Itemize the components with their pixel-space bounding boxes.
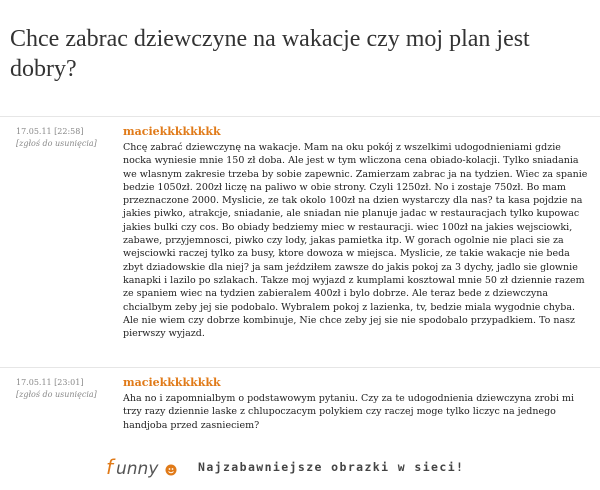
funny-logo-icon	[104, 450, 184, 484]
comment-thread	[0, 116, 600, 444]
page-title: Chce zabrac dziewczyne na wakacje czy moj plan jest dobry?	[10, 26, 530, 82]
report-link[interactable]: [zgłoś do usunięcia]	[16, 139, 97, 148]
post-date: 17.05.11 [22:58]	[16, 127, 84, 136]
post-meta	[16, 126, 116, 150]
comment-post	[0, 116, 600, 367]
post-author[interactable]: maciekkkkkkkk	[123, 376, 221, 389]
post-body: Chcę zabrać dziewczynę na wakacje. Mam na oku pokój z wszelkimi udogodnieniami gdzie nocka wyniesie mnie 150 zł doba. Ale jest w tym wliczona cena obiado-kolacji. Tylko sniadania we wlasnym zakresie trzeba by sobie zapewnic. Zamierzam zabrac ja na tydzien. Wiec za spanie bedzie 1050zł. 200zł liczę na paliwo w obie strony. Czyli 1250zł. No i zostaje 750zł. Bo mam przeznaczone 2000. Myslicie, ze tak okolo 100zł na dzien wystarczy dla nas? ta kasa pojdzie na jakies piwko, atrakcje, sniadanie, ale sniadan nie planuje jadac w restauracjach tylko kupowac jakies bulki czy cos. Bo obiady bedziemy miec w restauracji. wiec 100zł na jakies wejsciowki, zabawe, przyjemnosci, piwko czy lody, jakas pamietka itp. W gorach ogolnie nie placi sie za wejsciowki raczej tylko za busy, ktore dowoza w miejsca. Myslicie, ze takie wakacje nie beda zbyt dziadowskie dla niej? ja sam jeździłem zawsze do jakis pokoj za 3 dychy, jadlo sie glownie kanapki i lazilo po szlakach. Takze moj wyjazd z kumplami kosztowal mnie 50 zł dziennie razem ze spaniem wiec na tydzien zabieralem 400zł i bylo dobrze. Ale teraz bede z dziewczyna chcialbym zeby jej sie podobalo. Wybralem pokoj z lazienka, tv, bedzie miala wygodnie chyba. Ale nie wiem czy dobrze kombinuje, Nie chce zeby jej sie nie spodobalo przypadkiem. To nasz pierwszy wyjazd.	[123, 142, 588, 340]
tagline: Najzabawniejsze obrazki w sieci!	[198, 460, 465, 474]
post-body: Aha no i zapomnialbym o podstawowym pytaniu. Czy za te udogodnienia dziewczyna zrobi mi trzy razy dziennie laske z chlupoczacym polykiem czy raczej moge tylko liczyc na jednego handjoba przed zasnieciem?	[123, 393, 575, 431]
comment-post	[0, 367, 600, 444]
watermark-footer	[0, 444, 600, 490]
svg-text:f: f	[106, 455, 114, 479]
post-meta	[16, 377, 116, 401]
post-author[interactable]: maciekkkkkkkk	[123, 125, 221, 138]
svg-text:unny: unny	[116, 459, 159, 479]
post-date: 17.05.11 [23:01]	[16, 378, 84, 387]
report-link[interactable]: [zgłoś do usunięcia]	[16, 390, 97, 399]
